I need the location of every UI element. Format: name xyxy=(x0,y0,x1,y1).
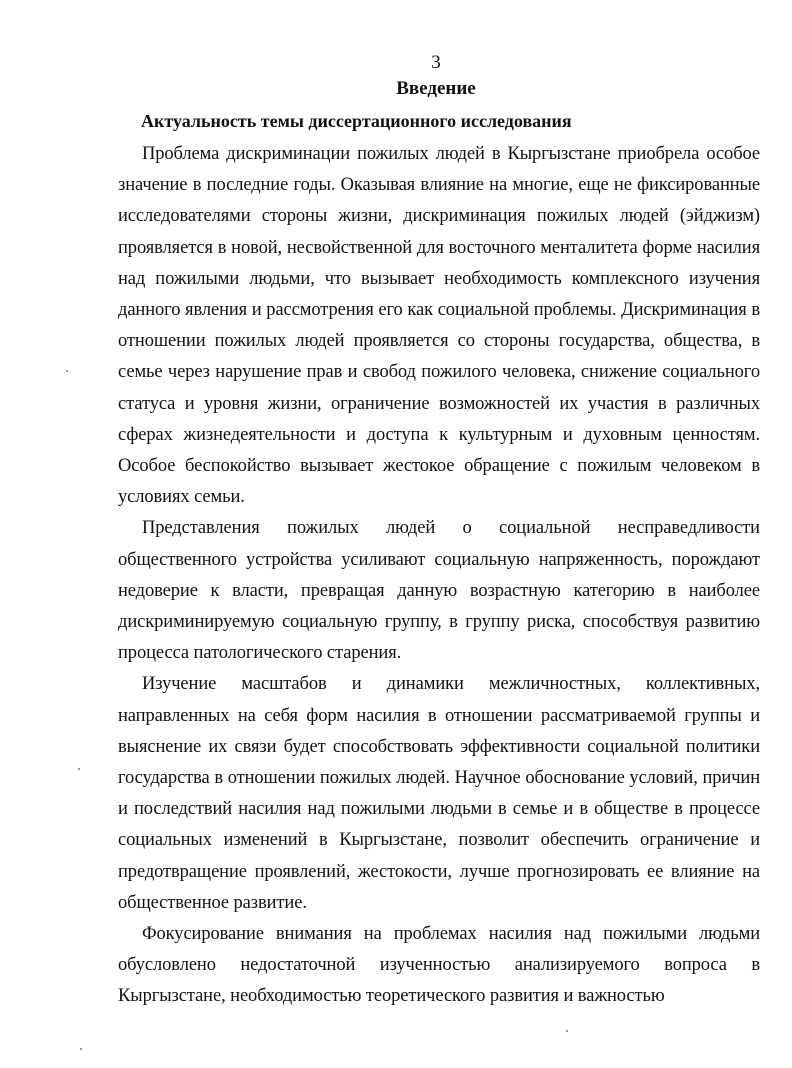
scan-speck xyxy=(78,768,80,770)
paragraph-4: Фокусирование внимания на проблемах насилия над пожилыми людьми обусловлено недостаточной изученностью анализируемого вопроса в Кыргызстане, необходимостью теоретического развития и важностью xyxy=(118,924,760,1007)
scan-speck xyxy=(566,1030,568,1032)
subsection-title: Актуальность темы диссертационного исследования xyxy=(141,111,572,131)
section-title: Введение xyxy=(396,78,476,99)
page-number: 3 xyxy=(431,52,441,73)
body-text xyxy=(118,139,760,1013)
paragraph-3: Изучение масштабов и динамики межличностных, коллективных, направленных на себя форм насилия в отношении рассматриваемой группы и выяснение их связи будет способствовать эффективности социальной политики государства в отношении пожилых людей. Научное обоснование условий, причин и последствий насилия над пожилыми людьми в семье и в обществе в процессе социальных изменений в Кыргызстане, позволит обеспечить ограничение и предотвращение проявлений, жестокости, лучше прогнозировать ее влияние на общественное развитие. xyxy=(118,674,760,913)
scan-speck xyxy=(66,370,68,372)
scan-speck xyxy=(80,1048,82,1050)
paragraph-1: Проблема дискриминации пожилых людей в Кыргызстане приобрела особое значение в последние годы. Оказывая влияние на многие, еще не фиксированные исследователями стороны жизни, дискриминация пожилых людей (эйджизм) проявляется в новой, несвойственной для восточного менталитета форме насилия над пожилыми людьми, что вызывает необходимость комплексного изучения данного явления и рассмотрения его как социальной проблемы. Дискриминация в отношении пожилых людей проявляется со стороны государства, общества, в семье через нарушение прав и свобод пожилого человека, снижение социального статуса и уровня жизни, ограничение возможностей их участия в различных сферах жизнедеятельности и доступа к культурным и духовным ценностям. Особое беспокойство вызывает жестокое обращение с пожилым человеком в условиях семьи. xyxy=(118,144,760,508)
paragraph-2: Представления пожилых людей о социальной несправедливости общественного устройства усиливают социальную напряженность, порождают недоверие к власти, превращая данную возрастную категорию в наиболее дискриминируемую социальную группу, в группу риска, способствуя развитию процесса патологического старения. xyxy=(118,518,760,664)
